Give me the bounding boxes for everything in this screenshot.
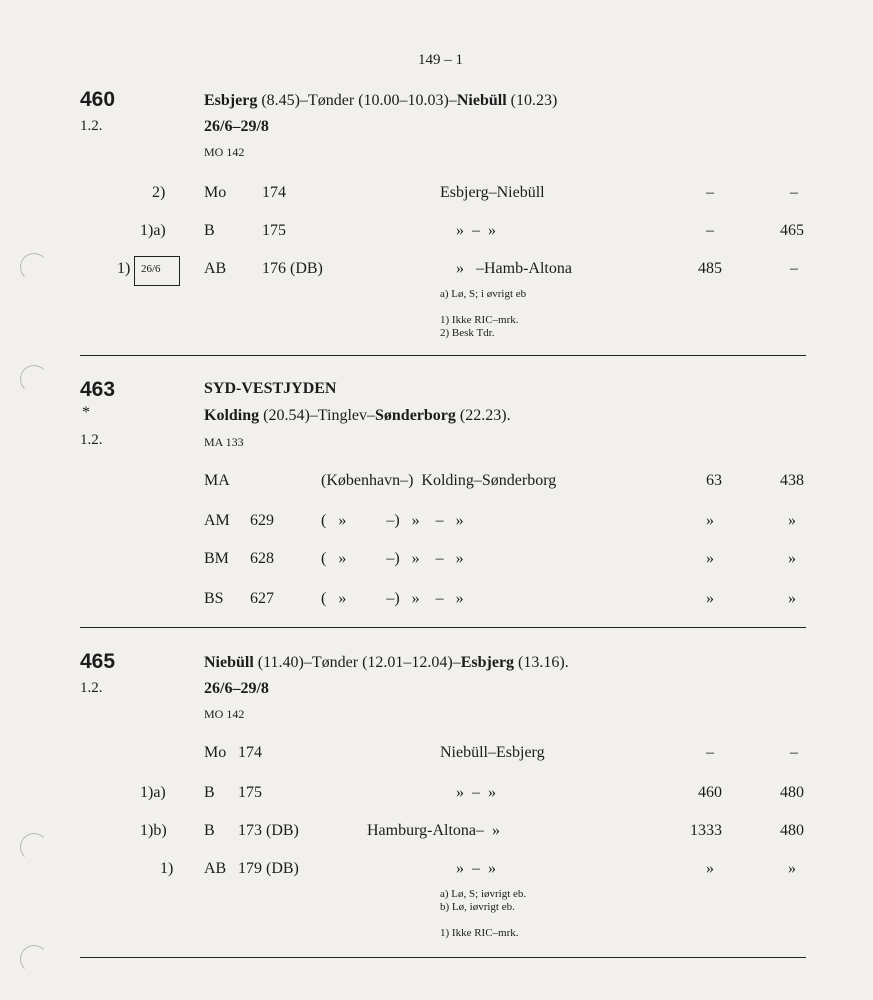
row-route: » – »: [456, 222, 496, 239]
row-connection-1: –: [706, 744, 714, 761]
row-connection-2: –: [790, 184, 798, 201]
date-box: 26/6: [134, 256, 180, 286]
row-class: B: [204, 784, 215, 801]
row-route: (København–) Kolding–Sønderborg: [321, 472, 557, 489]
row-class: B: [204, 822, 215, 839]
route-header: Niebüll (11.40)–Tønder (12.01–12.04)–Esbjerg (13.16).: [204, 654, 569, 671]
row-route: Niebüll–Esbjerg: [440, 744, 545, 761]
train-code: MO 142: [204, 707, 245, 721]
date-code: 1.2.: [80, 680, 103, 696]
row-train-number: 628: [250, 550, 274, 567]
section-divider: [80, 355, 806, 356]
row-connection-2: »: [788, 550, 796, 567]
footnote: a) Lø, S; i øvrigt eb: [440, 288, 527, 300]
row-class: B: [204, 222, 215, 239]
row-connection-1: –: [706, 222, 714, 239]
row-connection-2: 465: [780, 222, 804, 239]
date-code: 1.2.: [80, 432, 103, 448]
row-connection-1: 63: [706, 472, 722, 489]
footnote: 2) Besk Tdr.: [440, 327, 495, 339]
row-route: Hamburg-Altona– »: [367, 822, 501, 839]
route-header: Kolding (20.54)–Tinglev–Sønderborg (22.23).: [204, 407, 511, 424]
row-class: AB: [204, 260, 227, 277]
row-route: » – »: [456, 784, 496, 801]
validity-period: 26/6–29/8: [204, 118, 269, 135]
section-number: 463: [80, 378, 116, 401]
footnote: a) Lø, S; iøvrigt eb.: [440, 888, 527, 900]
row-connection-2: –: [790, 260, 798, 277]
row-class: Mo: [204, 744, 227, 761]
row-connection-2: 438: [780, 472, 804, 489]
row-connection-2: »: [788, 860, 796, 877]
row-route: Esbjerg–Niebüll: [440, 184, 545, 201]
row-connection-1: 485: [698, 260, 722, 277]
row-note: 1): [160, 860, 174, 877]
section-number: 465: [80, 650, 116, 673]
row-train-number: 175: [262, 222, 286, 239]
row-train-number: 173 (DB): [238, 822, 299, 839]
footnote: 1) Ikke RIC–mrk.: [440, 314, 519, 326]
row-connection-1: »: [706, 512, 714, 529]
section-divider: [80, 957, 806, 958]
train-code: MA 133: [204, 435, 244, 449]
row-class: AB: [204, 860, 227, 877]
punch-hole: [20, 253, 48, 281]
row-connection-1: 460: [698, 784, 722, 801]
row-connection-1: »: [706, 550, 714, 567]
page-number: 149 – 1: [418, 52, 463, 68]
punch-hole: [20, 365, 48, 393]
row-train-number: 174: [262, 184, 286, 201]
row-class: BM: [204, 550, 229, 567]
row-note: 1)a): [140, 784, 166, 801]
row-class: MA: [204, 472, 230, 489]
row-route: » –Hamb-Altona: [456, 260, 572, 277]
footnote: 1) Ikke RIC–mrk.: [440, 927, 519, 939]
footnote: b) Lø, iøvrigt eb.: [440, 901, 515, 913]
row-connection-2: 480: [780, 822, 804, 839]
row-note: 1)a): [140, 222, 166, 239]
row-class: BS: [204, 590, 224, 607]
row-connection-2: »: [788, 512, 796, 529]
row-connection-2: 480: [780, 784, 804, 801]
row-train-number: 629: [250, 512, 274, 529]
row-class: AM: [204, 512, 230, 529]
row-route: ( » –) » – »: [321, 550, 464, 567]
row-note: 2): [152, 184, 166, 201]
row-train-number: 174: [238, 744, 262, 761]
row-note: 1)b): [140, 822, 167, 839]
row-train-number: 175: [238, 784, 262, 801]
row-train-number: 179 (DB): [238, 860, 299, 877]
row-connection-2: »: [788, 590, 796, 607]
route-header: Esbjerg (8.45)–Tønder (10.00–10.03)–Niebüll (10.23): [204, 92, 558, 109]
row-train-number: 176 (DB): [262, 260, 323, 277]
train-code: MO 142: [204, 145, 245, 159]
date-code: 1.2.: [80, 118, 103, 134]
section-number: 460: [80, 88, 116, 111]
validity-period: 26/6–29/8: [204, 680, 269, 697]
row-connection-1: »: [706, 860, 714, 877]
row-connection-2: –: [790, 744, 798, 761]
row-connection-1: »: [706, 590, 714, 607]
row-connection-1: 1333: [690, 822, 722, 839]
star-marker: *: [82, 404, 90, 421]
row-class: Mo: [204, 184, 227, 201]
row-route: ( » –) » – »: [321, 512, 464, 529]
section-divider: [80, 627, 806, 628]
row-route: ( » –) » – »: [321, 590, 464, 607]
punch-hole: [20, 945, 48, 973]
row-note: 1): [117, 260, 131, 277]
row-connection-1: –: [706, 184, 714, 201]
section-title: SYD-VESTJYDEN: [204, 380, 337, 397]
row-train-number: 627: [250, 590, 274, 607]
punch-hole: [20, 833, 48, 861]
row-route: » – »: [456, 860, 496, 877]
